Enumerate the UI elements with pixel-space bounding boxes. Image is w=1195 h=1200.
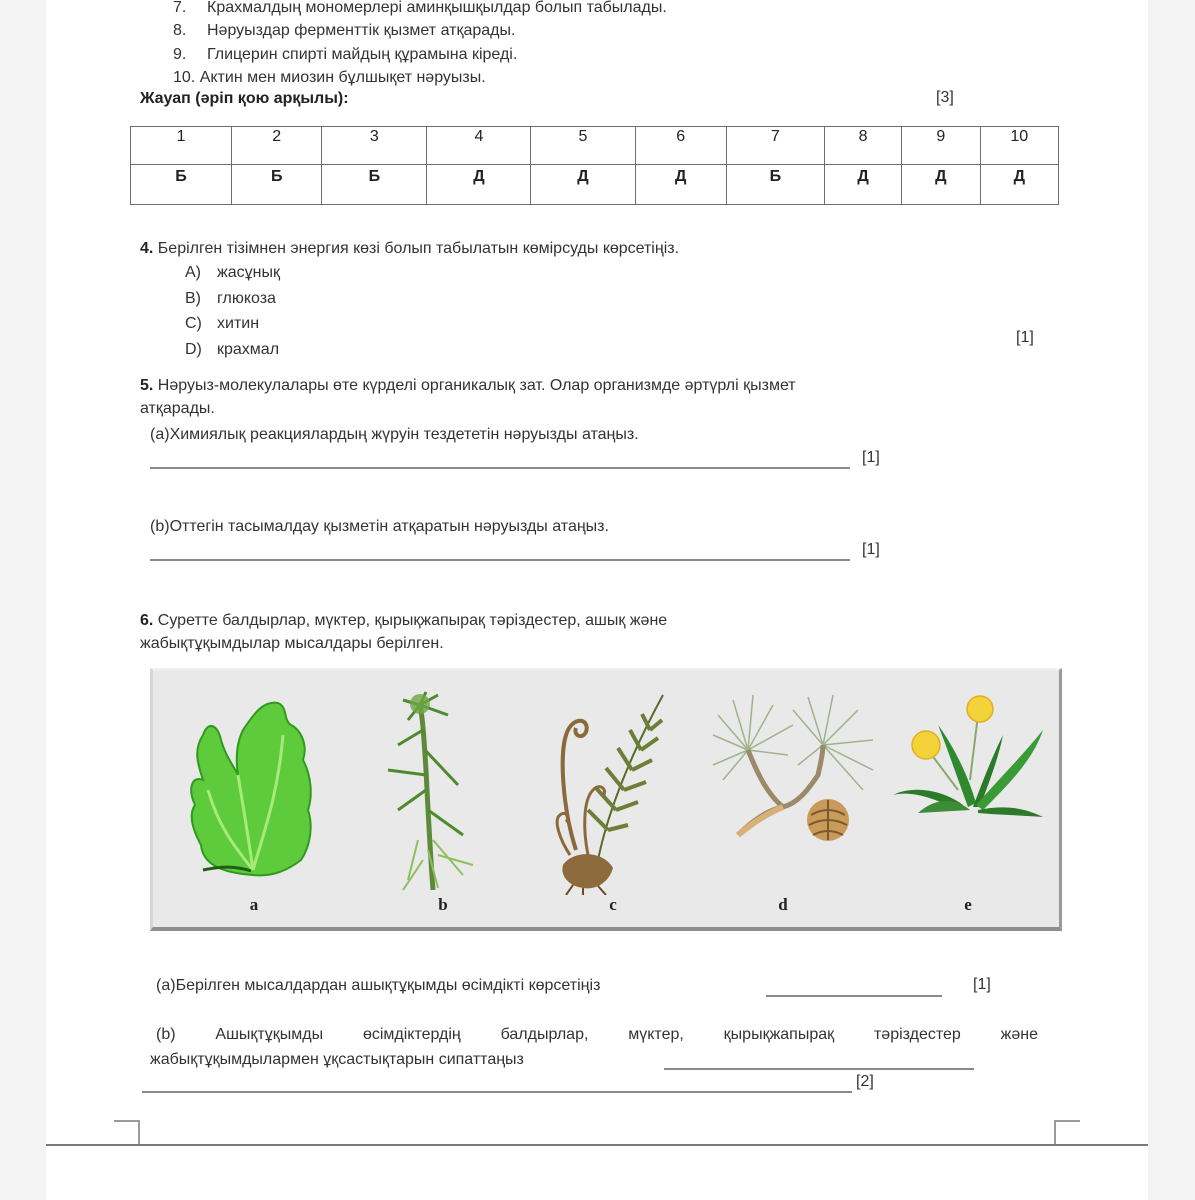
question-6b-line1 bbox=[156, 1025, 1038, 1045]
table-header-cell: 3 bbox=[322, 127, 427, 165]
table-header-cell: 1 bbox=[131, 127, 232, 165]
statement-text: Крахмалдың мономерлері аминқышқылдар болып табылады. bbox=[207, 0, 667, 16]
table-header-cell: 6 bbox=[635, 127, 726, 165]
answer-label: Жауап (әріп қою арқылы): bbox=[140, 90, 349, 107]
moss-icon bbox=[378, 690, 488, 895]
answer-table-value-row bbox=[131, 165, 1059, 205]
question-5b bbox=[150, 517, 609, 537]
part-label: (b) bbox=[150, 518, 170, 535]
question-5-text-line2: атқарады. bbox=[140, 400, 215, 417]
question-6a-mark: [1] bbox=[973, 976, 991, 993]
option-letter: C) bbox=[185, 315, 202, 332]
table-answer-cell: Д bbox=[427, 165, 531, 205]
statement-number: 8. bbox=[173, 22, 187, 39]
table-header-cell: 5 bbox=[531, 127, 635, 165]
page-corner-left bbox=[114, 1120, 140, 1145]
plant-label-d: d bbox=[778, 895, 788, 914]
part-text: Оттегін тасымалдау қызметін атқаратын нәруызды атаңыз. bbox=[169, 518, 609, 535]
answer-line-5a[interactable] bbox=[150, 467, 850, 469]
statement-9 bbox=[173, 45, 517, 65]
option-letter: D) bbox=[185, 341, 202, 358]
question-6a bbox=[156, 976, 600, 996]
question-prompt: Суретте балдырлар, мүктер, қырықжапырақ тәріздестер, ашық және bbox=[157, 612, 668, 629]
plant-label-a: a bbox=[249, 895, 259, 914]
question-5b-mark: [1] bbox=[862, 541, 880, 558]
plant-label-b: b bbox=[438, 895, 448, 914]
statement-10 bbox=[173, 68, 486, 88]
statement-8 bbox=[173, 21, 515, 41]
page-corner-right bbox=[1054, 1120, 1080, 1145]
option-b bbox=[185, 289, 276, 309]
question-6b-line2: жабықтұқымдылармен ұқсастықтарын сипаттаңыз bbox=[150, 1051, 524, 1068]
part-label: (a) bbox=[150, 426, 170, 443]
option-text: жасұнық bbox=[217, 264, 280, 281]
table-answer-cell: Б bbox=[232, 165, 322, 205]
option-d bbox=[185, 340, 279, 360]
plants-figure bbox=[150, 668, 1062, 931]
table-header-cell: 4 bbox=[427, 127, 531, 165]
answer-line-6b-2[interactable] bbox=[142, 1091, 852, 1093]
table-answer-cell: Д bbox=[531, 165, 635, 205]
statement-text: Нәруыздар ферменттік қызмет атқарады. bbox=[207, 22, 516, 39]
table-header-cell: 2 bbox=[232, 127, 322, 165]
table-answer-cell: Д bbox=[902, 165, 980, 205]
question-number: 5. bbox=[140, 377, 154, 394]
statement-number: 9. bbox=[173, 46, 187, 63]
question-6-text-line1 bbox=[140, 611, 667, 631]
statement-7 bbox=[173, 0, 667, 18]
table-header-cell: 9 bbox=[902, 127, 980, 165]
question-6-text-line2: жабықтұқымдылар мысалдары берілген. bbox=[140, 635, 444, 652]
table-header-cell: 10 bbox=[980, 127, 1058, 165]
option-text: крахмал bbox=[217, 341, 280, 358]
question-4-mark: [1] bbox=[1016, 329, 1034, 346]
plant-label-c: c bbox=[609, 895, 617, 914]
table-answer-cell: Б bbox=[322, 165, 427, 205]
fern-icon bbox=[548, 690, 673, 895]
answer-mark: [3] bbox=[936, 89, 954, 106]
table-answer-cell: Б bbox=[726, 165, 824, 205]
question-4-text bbox=[140, 239, 679, 259]
table-answer-cell: Д bbox=[980, 165, 1058, 205]
table-answer-cell: Б bbox=[131, 165, 232, 205]
part-text: Ашықтұқымды өсімдіктердің балдырлар, мүктер, қырықжапырақ тәріздестер және bbox=[215, 1026, 1038, 1043]
page-break-line bbox=[46, 1144, 1148, 1146]
question-5a-mark: [1] bbox=[862, 449, 880, 466]
part-label: (b) bbox=[156, 1026, 176, 1043]
option-letter: A) bbox=[185, 264, 201, 281]
table-answer-cell: Д bbox=[635, 165, 726, 205]
algae-icon bbox=[183, 695, 323, 890]
part-label: (a) bbox=[156, 977, 176, 994]
question-5-text-line1 bbox=[140, 376, 796, 396]
part-text: Химиялық реакциялардың жүруін тездететін нәруызды атаңыз. bbox=[169, 426, 639, 443]
question-prompt: Нәруыз-молекулалары өте күрделі органикалық зат. Олар организмде әртүрлі қызмет bbox=[157, 377, 796, 394]
option-letter: B) bbox=[185, 290, 201, 307]
answer-table bbox=[130, 126, 1059, 205]
question-prompt: Берілген тізімнен энергия көзі болып табылатын көмірсуды көрсетіңіз. bbox=[157, 240, 680, 257]
statement-number: 10. bbox=[173, 69, 196, 86]
question-number: 6. bbox=[140, 612, 154, 629]
answer-table-header-row bbox=[131, 127, 1059, 165]
table-answer-cell: Д bbox=[824, 165, 901, 205]
answer-line-6a[interactable] bbox=[766, 995, 942, 997]
question-number: 4. bbox=[140, 240, 154, 257]
option-text: глюкоза bbox=[217, 290, 276, 307]
table-header-cell: 7 bbox=[726, 127, 824, 165]
dandelion-icon bbox=[888, 695, 1053, 820]
plant-label-e: e bbox=[964, 895, 972, 914]
document-page bbox=[46, 0, 1148, 1200]
table-header-cell: 8 bbox=[824, 127, 901, 165]
statement-number: 7. bbox=[173, 0, 187, 16]
question-6b-mark: [2] bbox=[856, 1073, 874, 1090]
statement-text: Актин мен миозин бұлшықет нәруызы. bbox=[199, 69, 486, 86]
answer-line-6b-1[interactable] bbox=[664, 1068, 974, 1070]
option-c bbox=[185, 314, 259, 334]
answer-line-5b[interactable] bbox=[150, 559, 850, 561]
statement-text: Глицерин спирті майдың құрамына кіреді. bbox=[207, 46, 518, 63]
pine-cone-icon bbox=[803, 795, 853, 845]
question-5a bbox=[150, 425, 639, 445]
option-text: хитин bbox=[217, 315, 260, 332]
part-text: Берілген мысалдардан ашықтұқымды өсімдікті көрсетіңіз bbox=[175, 977, 601, 994]
option-a bbox=[185, 263, 280, 283]
